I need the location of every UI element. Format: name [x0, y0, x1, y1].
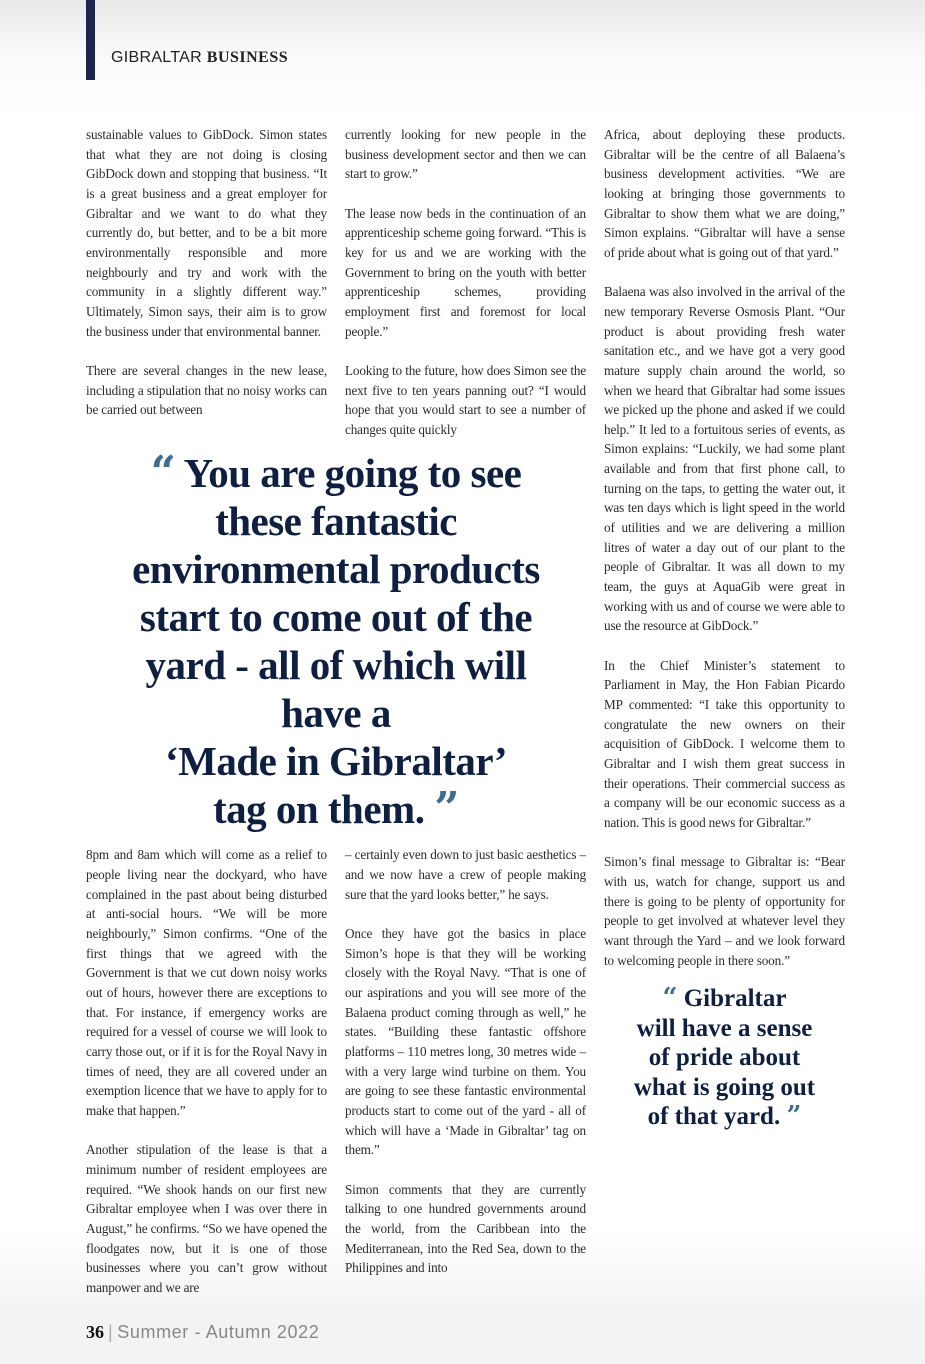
pull-quote-line: tag on them.	[212, 786, 425, 833]
column-2-top	[345, 125, 586, 439]
paragraph: In the Chief Minister’s statement to Parliament in May, the Hon Fabian Picardo MP commented: “I take this opportunity to congratulate the new owners on their acquisition of GibDock. I welcome them to Gibraltar and I wish them great success in their operations. Their commercial success as a company will be our economic success as a nation. This is good news for Gibraltar.”	[604, 657, 845, 830]
top-row	[86, 125, 586, 439]
paragraph: 8pm and 8am which will come as a relief to people living near the dockyard, who have complained in the past about being disturbed at anti-social hours. “We will be more neighbourly,” Simon confirms. “One of the first things that we agreed with the Government is that we cut down noisy works out of hours, however there are exceptions to that. For instance, if emergency works are required for a vessel of course we will look to carry those out, or if it is for the Royal Navy in times of need, they are all covered under an exemption licence that we have to apply for to make that happen.”	[86, 847, 327, 1118]
small-quote-line: what is going out	[633, 1073, 816, 1101]
paragraph: There are several changes in the new lease, including a stipulation that no noisy works can be carried out between	[86, 362, 327, 418]
column-3	[604, 125, 845, 970]
pull-quote-line: yard - all of which will	[145, 642, 527, 689]
column-2-bottom	[345, 845, 586, 1277]
pull-quote-line: these fantastic	[215, 498, 457, 545]
section-header-bold: BUSINESS	[206, 49, 289, 66]
small-pull-quote	[604, 984, 845, 1132]
column-1-top	[86, 125, 327, 420]
close-quote-icon: ”	[786, 1101, 802, 1132]
small-quote-line: of pride about	[648, 1044, 801, 1072]
pull-quote	[86, 449, 586, 833]
small-quote-line: will have a sense	[636, 1014, 813, 1042]
pull-quote-line: You are going to see	[183, 450, 522, 497]
pull-quote-line: start to come out of the	[139, 594, 533, 641]
left-columns	[86, 125, 586, 1298]
page-footer	[86, 1320, 925, 1344]
open-quote-icon: “	[150, 447, 176, 499]
page-number: 36	[86, 1321, 104, 1342]
right-column	[604, 125, 845, 1132]
article-body	[86, 0, 845, 1298]
paragraph: Another stipulation of the lease is that a minimum number of resident employees are required. “We shook hands on our first new Gibraltar employee when I was over there in August,” he confirms. “So we have opened the floodgates now, but it is one of those businesses where you can’t grow without manpower and we are	[86, 1142, 327, 1295]
paragraph: Balaena was also involved in the arrival of the new temporary Reverse Osmosis Plant. “Our product is about providing fresh water sanitation etc., and we have got a very good mature supply chain around the world, so when we heard that Gibraltar had some issues we picked up the phone and asked if we could help.” It led to a fortuitous series of events, as Simon explains: “Luckily, we had some plant available and from that first phone call, to turning on the taps, to getting the water out, it was ten days which is light speed in the world of utilities and we are delivering a million litres of water a day out of our plant to the people of Gibraltar. It was all down to my team, the guys at AquaGib were great in working with us and of course we were able to use the resource at GibDock.”	[604, 284, 845, 634]
paragraph: currently looking for new people in the business development sector and then we can start to grow.”	[345, 127, 586, 182]
section-header-light: GIBRALTAR	[111, 49, 203, 66]
open-quote-icon: “	[662, 983, 678, 1014]
small-quote-line: Gibraltar	[683, 985, 787, 1013]
footer-separator: |	[108, 1321, 114, 1342]
issue-label: Summer - Autumn 2022	[117, 1321, 320, 1342]
paragraph: – certainly even down to just basic aesthetics – and we now have a crew of people making sure that the yard looks better,” he says.	[345, 847, 586, 902]
bottom-row	[86, 845, 586, 1297]
paragraph: Simon comments that they are currently talking to one hundred governments around the world, from the Caribbean into the Mediterranean, into the Red Sea, down to the Philippines and into	[345, 1181, 586, 1276]
pull-quote-line: have a	[281, 690, 391, 737]
pull-quote-line: environmental products	[132, 546, 540, 593]
paragraph: Once they have got the basics in place Simon’s hope is that they will be working closely with the Royal Navy. “That is one of our aspirations and you will see more of the Balaena product coming through as well,” he states. “Building these fantastic offshore platforms – 110 metres long, 30 metres wide – with a very large wind turbine on them. You are going to see these fantastic environmental products start to come out of the yard - all of which will have a ‘Made in Gibraltar’ tag on them.”	[345, 926, 586, 1158]
small-quote-line: of that yard.	[647, 1103, 781, 1131]
pull-quote-line: ‘Made in Gibraltar’	[165, 738, 507, 785]
paragraph: sustainable values to GibDock. Simon states that what they are not doing is closing GibDock down and stopping that business. “It is a great business and a great employer for Gibraltar and we want to do what they currently do, but better, and to be a bit more environmentally responsible and more neighbourly and try and work with the community in a slightly different way.” Ultimately, Simon says, their aim is to grow the business under that environmental banner.	[86, 127, 327, 339]
paragraph: The lease now beds in the continuation of an apprenticeship scheme going forward. “This is key for us and we are working with the Government to bring on the youth with better apprenticeship schemes, providing employment first and foremost for local people.”	[345, 205, 586, 339]
paragraph: Simon’s final message to Gibraltar is: “Bear with us, watch for change, support us and there is going to be plenty of opportunity for people to get involved at whatever level they want through the Yard – and we look forward to welcoming people in there soon.”	[604, 854, 845, 968]
column-1-bottom	[86, 845, 327, 1297]
close-quote-icon: ”	[434, 783, 460, 835]
paragraph: Looking to the future, how does Simon see the next five to ten years panning out? “I would hope that you would start to see a number of changes quite quickly	[345, 362, 586, 437]
paragraph: Africa, about deploying these products. Gibraltar will be the centre of all Balaena’s business development activities. “We are looking at bringing those governments to Gibraltar to show them what we are doing,” Simon explains. “Gibraltar will have a sense of pride about what is going out of that yard.”	[604, 127, 845, 260]
